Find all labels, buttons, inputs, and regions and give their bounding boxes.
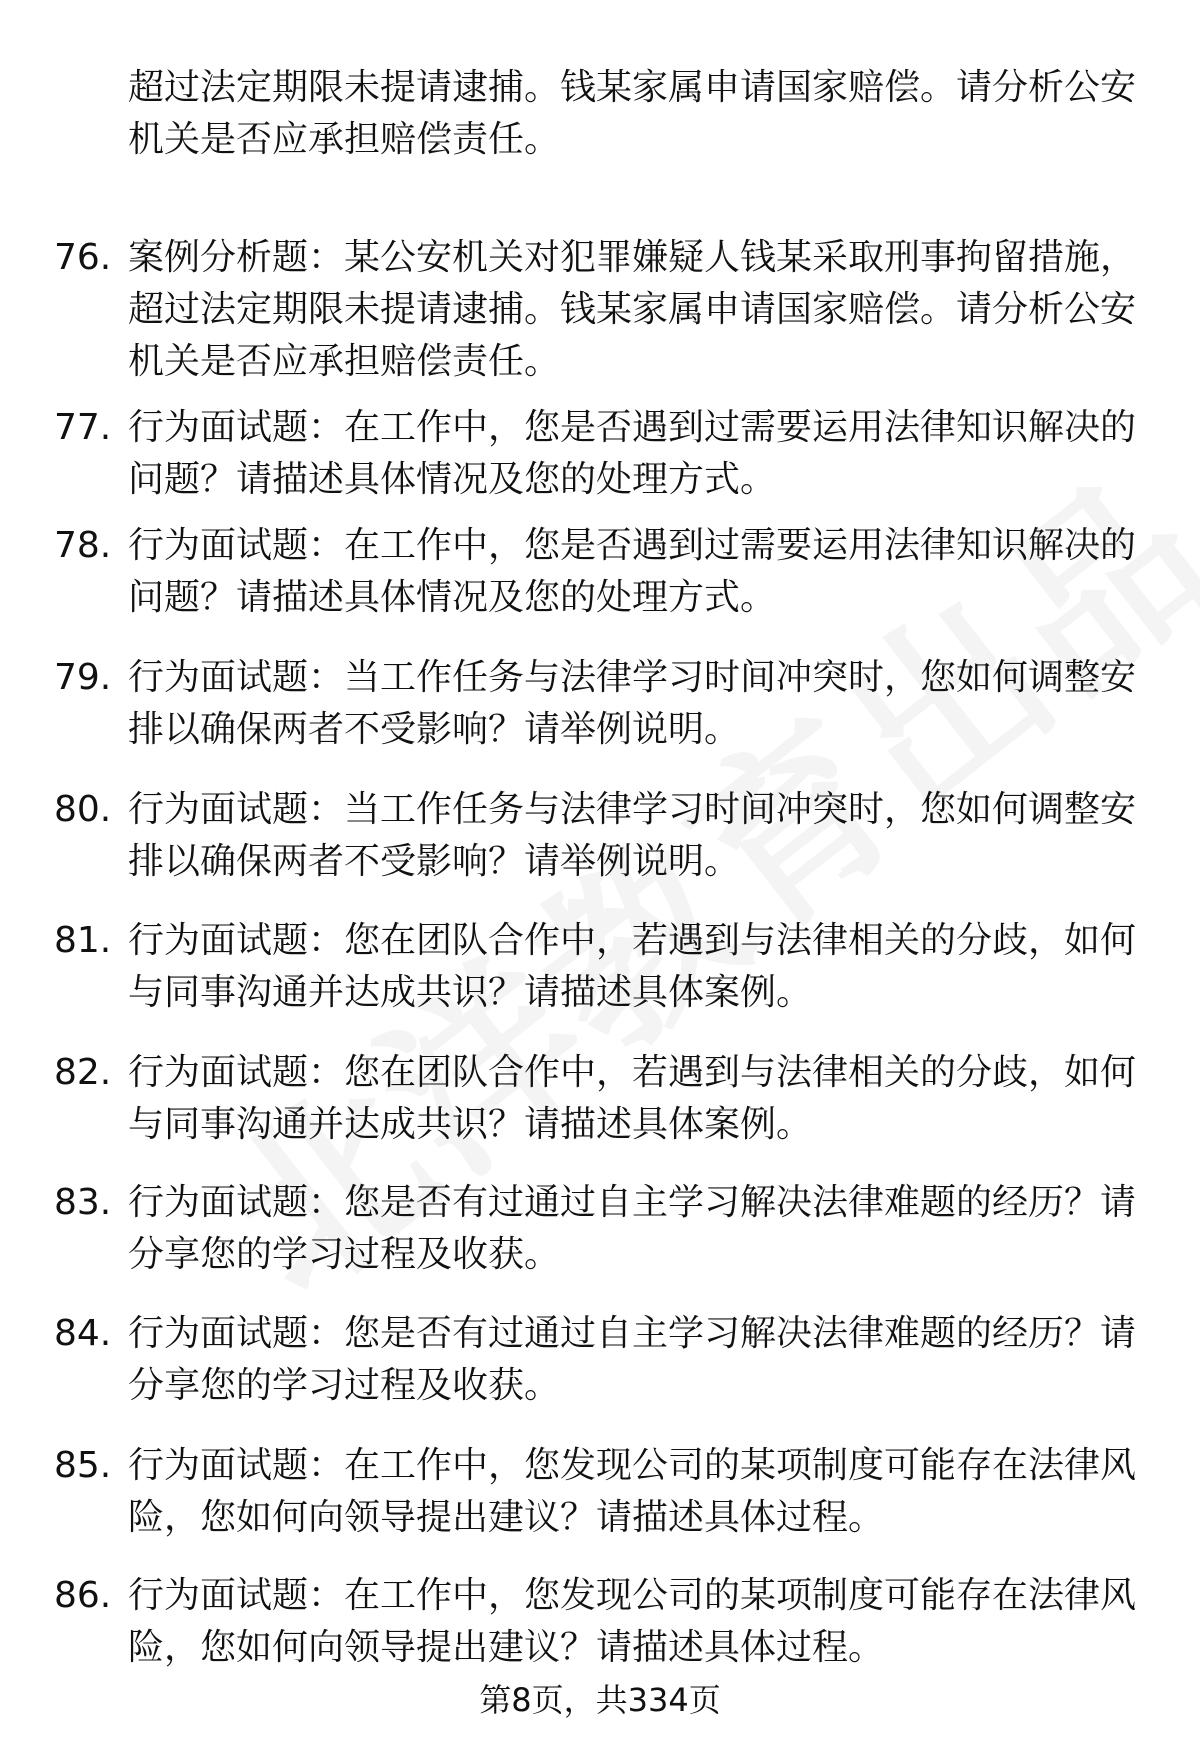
question-number: 82. [54,1052,112,1093]
question-number: 85. [54,1445,112,1486]
question-number: 84. [54,1313,112,1354]
question-number: 78. [54,525,112,566]
question-number: 81. [54,920,112,961]
question-number: 86. [54,1575,112,1616]
question-number: 80. [54,789,112,830]
question-text: 行为面试题：在工作中，您是否遇到过需要运用法律知识解决的问题？请描述具体情况及您的处理方式。 [128,407,1137,500]
question-text: 行为面试题：在工作中，您发现公司的某项制度可能存在法律风险，您如何向领导提出建议？请描述具体过程。 [128,1575,1137,1668]
question-text: 行为面试题：您是否有过通过自主学习解决法律难题的经历？请分享您的学习过程及收获。 [128,1182,1137,1275]
question-number: 79. [54,657,112,698]
question-text: 案例分析题：某公安机关对犯罪嫌疑人钱某采取刑事拘留措施，超过法定期限未提请逮捕。钱某家属申请国家赔偿。请分析公安机关是否应承担赔偿责任。 [128,237,1137,382]
question-text: 行为面试题：当工作任务与法律学习时间冲突时，您如何调整安排以确保两者不受影响？请举例说明。 [128,657,1137,750]
page-footer: 第8页，共334页 [479,1681,721,1719]
question-text: 行为面试题：您是否有过通过自主学习解决法律难题的经历？请分享您的学习过程及收获。 [128,1313,1137,1406]
question-text: 行为面试题：您在团队合作中，若遇到与法律相关的分歧，如何与同事沟通并达成共识？请描述具体案例。 [128,1052,1137,1145]
question-number: 77. [54,407,112,448]
question-text: 行为面试题：当工作任务与法律学习时间冲突时，您如何调整安排以确保两者不受影响？请举例说明。 [128,789,1137,882]
question-text: 行为面试题：您在团队合作中，若遇到与法律相关的分歧，如何与同事沟通并达成共识？请描述具体案例。 [128,920,1137,1013]
question-text: 行为面试题：在工作中，您发现公司的某项制度可能存在法律风险，您如何向领导提出建议？请描述具体过程。 [128,1445,1137,1538]
question-text: 行为面试题：在工作中，您是否遇到过需要运用法律知识解决的问题？请描述具体情况及您的处理方式。 [128,525,1137,618]
continuation-text: 超过法定期限未提请逮捕。钱某家属申请国家赔偿。请分析公安机关是否应承担赔偿责任。 [128,67,1137,160]
question-number: 83. [54,1182,112,1223]
question-number: 76. [54,237,112,278]
